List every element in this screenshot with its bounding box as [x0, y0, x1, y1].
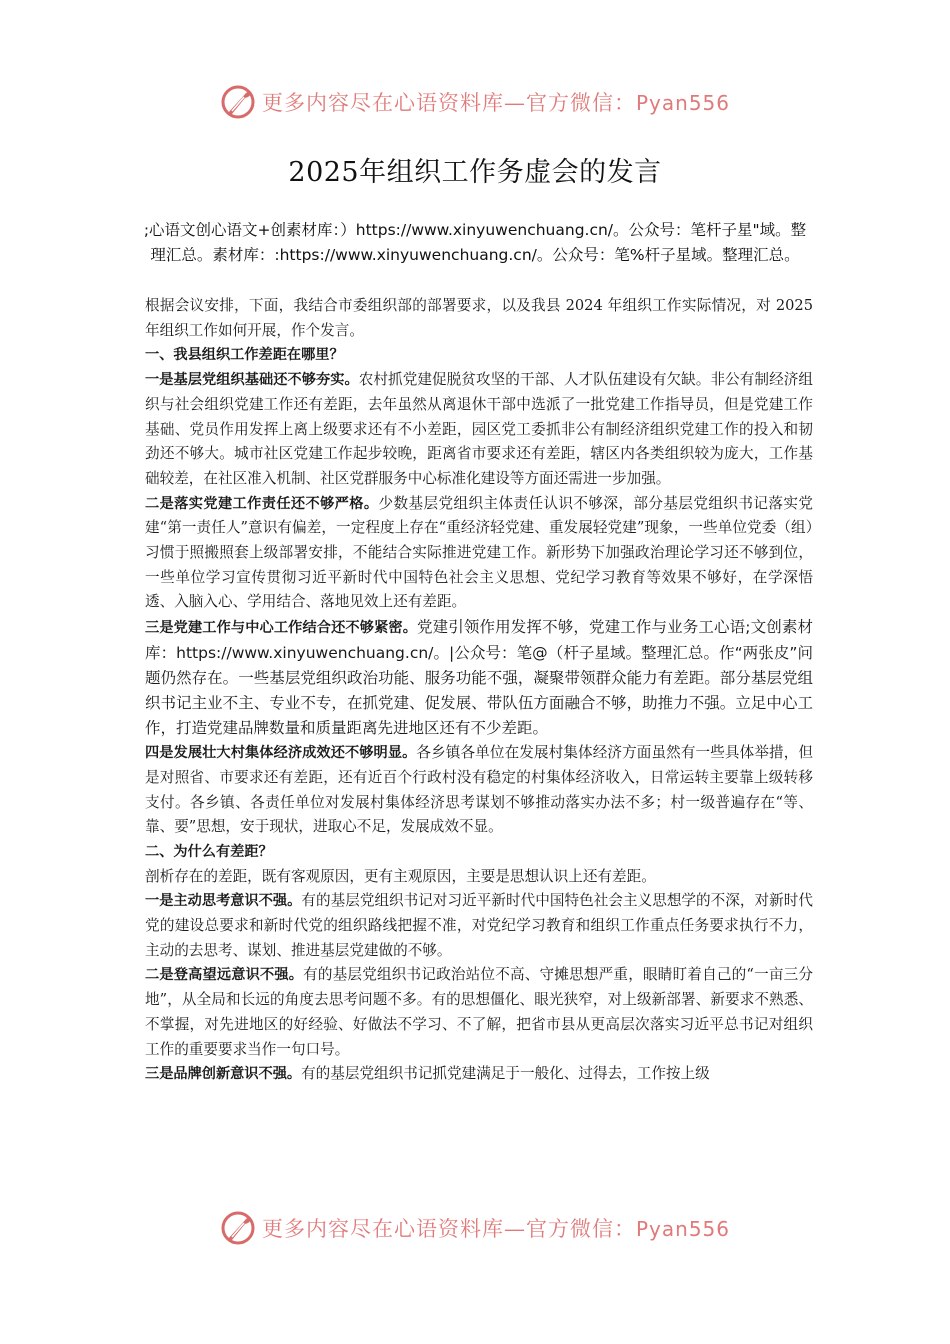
paragraph-lead: 四是发展壮大村集体经济成效还不够明显。 — [145, 745, 417, 762]
document-title: 2025年组织工作务虚会的发言 — [288, 157, 662, 188]
wechat-handle: Pyan556 — [635, 1217, 730, 1241]
document-body — [145, 294, 813, 1087]
section-heading-2: 二、为什么有差距？ — [145, 843, 273, 860]
paragraph-lead: 三是党建工作与中心工作结合还不够紧密。 — [145, 620, 418, 637]
quill-pen-logo-icon — [220, 1210, 256, 1246]
header-banner — [0, 82, 950, 122]
paragraph-3: 三是党建工作与中心工作结合还不够紧密。党建引领作用发挥不够，党建工作与业务工心语;文创素材库：https://www.xinyuwenchuang.cn/。|公众号：笔@（杆子星域。整理汇总。作“两张皮”问题仍然存在。一些基层党组织政治功能、服务功能不强，凝聚带领群众能力有差距。部分基层党组织书记主业不主、专业不专，在抓党建、促发展、带队伍方面融合不够，助推力不强。立足中心工作，打造党建品牌数量和质量距离先进地区还有不少差距。 — [145, 618, 813, 738]
banner-text: 更多内容尽在心语资料库—官方微信：Pyan556 — [261, 91, 730, 115]
quill-pen-logo-icon — [220, 84, 256, 120]
source-note: ;心语文创心语文+创素材库：）https://www.xinyuwenchuang.cn/。公众号：笔杆子星"域。整理汇总。素材库：:https://www.xinyuwenchuang.cn/。公众号：笔%杆子星域。整理汇总。 — [143, 221, 807, 264]
paragraph-4: 四是发展壮大村集体经济成效还不够明显。各乡镇各单位在发展村集体经济方面虽然有一些具体举措，但是对照省、市要求还有差距，还有近百个行政村没有稳定的村集体经济收入，日常运转主要靠上级转移支付。各乡镇、各责任单位对发展村集体经济思考谋划不够推动落实办法不多；村一级普遍存在“等、靠、要”思想，安于现状，进取心不足，发展成效不显。 — [145, 744, 813, 836]
section2-intro: 剖析存在的差距，既有客观原因，更有主观原因，主要是思想认识上还有差距。 — [145, 867, 656, 885]
wechat-handle: Pyan556 — [635, 91, 730, 115]
paragraph-7: 三是品牌创新意识不强。有的基层党组织书记抓党建满足于一般化、过得去，工作按上级 — [145, 1065, 710, 1083]
footer-banner — [0, 1208, 950, 1248]
paragraph-lead: 二是落实党建工作责任还不够严格。 — [145, 495, 379, 512]
paragraph-6: 二是登高望远意识不强。有的基层党组织书记政治站位不高、守摊思想严重，眼睛盯着自己的“一亩三分地”，从全局和长远的角度去思考问题不多。有的思想僵化、眼光狭窄，对上级新部署、新要求不熟悉、不掌握，对先进地区的好经验、好做法不学习、不了解，把省市县从更高层次落实习近平总书记对组织工作的重要要求当作一句口号。 — [145, 966, 813, 1058]
intro-paragraph: 根据会议安排，下面，我结合市委组织部的部署要求，以及我县 2024 年组织工作实际情况，对 2025 年组织工作如何开展，作个发言。 — [145, 297, 813, 339]
banner-text: 更多内容尽在心语资料库—官方微信：Pyan556 — [261, 1217, 730, 1241]
section-heading-1: 一、我县组织工作差距在哪里？ — [145, 347, 344, 364]
paragraph-lead: 二是登高望远意识不强。 — [145, 967, 304, 984]
paragraph-lead: 一是基层党组织基础还不够夯实。 — [145, 372, 359, 389]
paragraph-1: 一是基层党组织基础还不够夯实。农村抓党建促脱贫攻坚的干部、人才队伍建设有欠缺。非公有制经济组织与社会组织党建工作还有差距，去年虽然从离退休干部中选派了一批党建工作指导员，但是党建工作基础、党员作用发挥上离上级要求还有不小差距，园区党工委抓非公有制经济组织党建工作的投入和韧劲还不够大。城市社区党建工作起步较晚，距离省市要求还有差距，辖区内各类组织较为庞大，工作基础较差，在社区准入机制、社区党群服务中心标准化建设等方面还需进一步加强。 — [145, 371, 813, 487]
paragraph-lead: 三是品牌创新意识不强。 — [145, 1066, 302, 1083]
paragraph-2: 二是落实党建工作责任还不够严格。少数基层党组织主体责任认识不够深，部分基层党组织书记落实党建“第一责任人”意识有偏差，一定程度上存在“重经济轻党建、重发展轻党建”现象，一些单位党委（组）习惯于照搬照套上级部署安排，不能结合实际推进党建工作。新形势下加强政治理论学习还不够到位，一些单位学习宣传贯彻习近平新时代中国特色社会主义思想、党纪学习教育等效果不够好，在学深悟透、入脑入心、学用结合、落地见效上还有差距。 — [145, 494, 813, 611]
paragraph-lead: 一是主动思考意识不强。 — [145, 893, 302, 910]
paragraph-5: 一是主动思考意识不强。有的基层党组织书记对习近平新时代中国特色社会主义思想学的不深，对新时代党的建设总要求和新时代党的组织路线把握不准，对党纪学习教育和组织工作重点任务要求执行不力，主动的去思考、谋划、推进基层党建做的不够。 — [145, 892, 813, 959]
